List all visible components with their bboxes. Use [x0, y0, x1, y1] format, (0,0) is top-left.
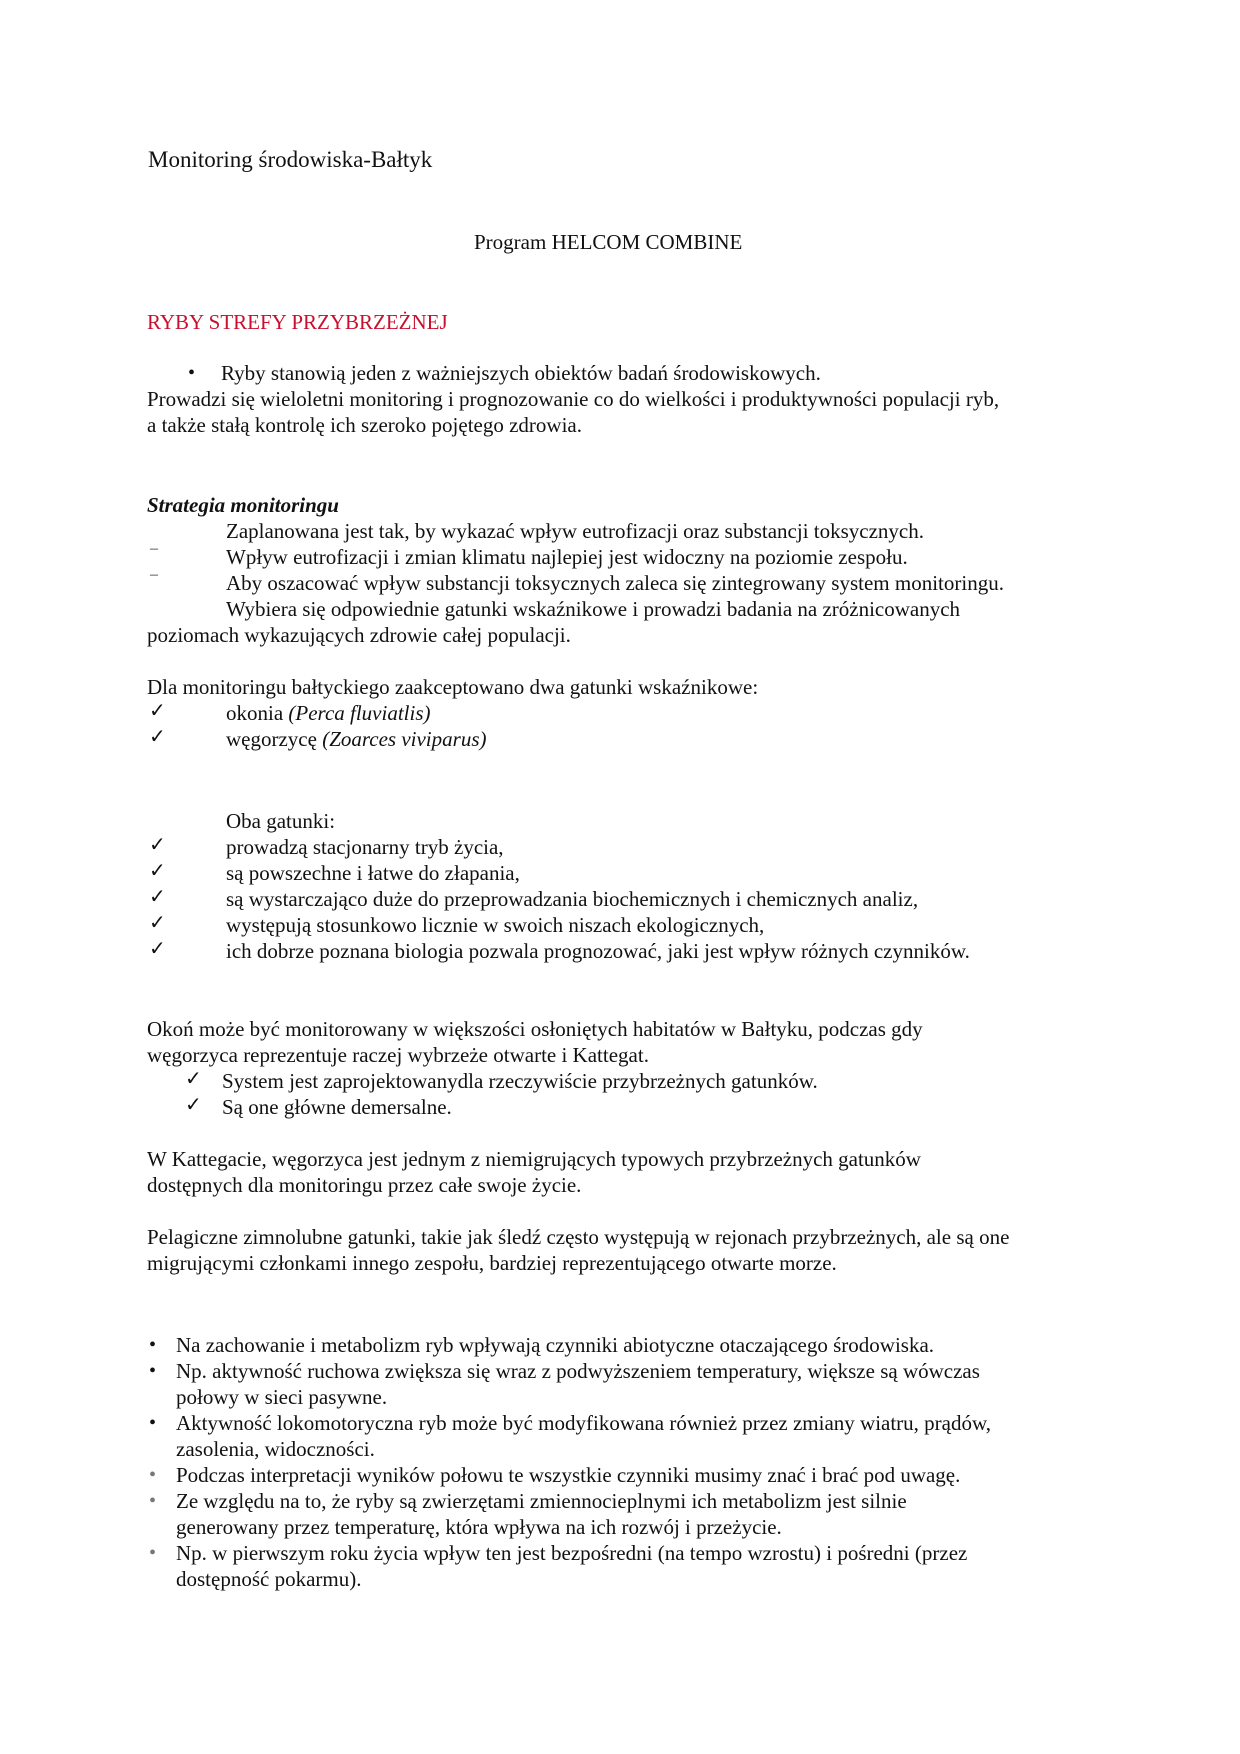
- pelagic-line-1: Pelagiczne zimnolubne gatunki, takie jak śledź często występują w rejonach przybrzeżnych, ale są one: [147, 1225, 1010, 1249]
- bullet-icon: •: [149, 1490, 157, 1512]
- okon-check-item: System jest zaprojektowanydla rzeczywiście przybrzeżnych gatunków.: [222, 1069, 818, 1093]
- okon-check-item: Są one główne demersalne.: [222, 1095, 452, 1119]
- checkmark-icon: ✓: [149, 700, 166, 722]
- both-species-label: Oba gatunki:: [226, 809, 336, 833]
- both-species-item: są powszechne i łatwe do złapania,: [226, 861, 520, 885]
- okon-line-2: węgorzyca reprezentuje raczej wybrzeże otwarte i Kattegat.: [147, 1043, 649, 1067]
- species-latin: (Perca fluviatlis): [288, 701, 431, 725]
- checkmark-icon: ✓: [149, 834, 166, 856]
- kattegat-line-1: W Kattegacie, węgorzyca jest jednym z niemigrujących typowych przybrzeżnych gatunków: [147, 1147, 921, 1171]
- checkmark-icon: ✓: [149, 912, 166, 934]
- checkmark-icon: ✓: [149, 938, 166, 960]
- factor-item-cont: generowany przez temperaturę, która wpływa na ich rozwój i przeżycie.: [176, 1515, 782, 1539]
- document-subtitle: Program HELCOM COMBINE: [474, 230, 743, 254]
- both-species-item: występują stosunkowo licznie w swoich niszach ekologicznych,: [226, 913, 765, 937]
- both-species-item: prowadzą stacjonarny tryb życia,: [226, 835, 504, 859]
- factor-item-cont: zasolenia, widoczności.: [176, 1437, 375, 1461]
- bullet-icon: •: [149, 1334, 157, 1356]
- dash-icon: –: [150, 566, 158, 583]
- factor-item: Np. w pierwszym roku życia wpływ ten jest bezpośredni (na tempo wzrostu) i pośredni (przez: [176, 1541, 968, 1565]
- species-item: [226, 700, 431, 726]
- factor-item-cont: dostępność pokarmu).: [176, 1567, 362, 1591]
- section-heading: RYBY STREFY PRZYBRZEŻNEJ: [147, 310, 448, 334]
- factor-item: Np. aktywność ruchowa zwiększa się wraz z podwyższeniem temperatury, większe są wówczas: [176, 1359, 980, 1383]
- factor-item: Na zachowanie i metabolizm ryb wpływają czynniki abiotyczne otaczającego środowiska.: [176, 1333, 935, 1357]
- strategy-item: Wybiera się odpowiednie gatunki wskaźnikowe i prowadzi badania na zróżnicowanych: [226, 597, 961, 621]
- species-name: okonia: [226, 701, 289, 725]
- checkmark-icon: ✓: [185, 1068, 202, 1090]
- bullet-icon: •: [149, 1360, 157, 1382]
- factor-item: Ze względu na to, że ryby są zwierzętami zmiennocieplnymi ich metabolizm jest silnie: [176, 1489, 907, 1513]
- factor-item-cont: połowy w sieci pasywne.: [176, 1385, 388, 1409]
- intro-line-2: a także stałą kontrolę ich szeroko pojętego zdrowia.: [147, 413, 582, 437]
- both-species-item: są wystarczająco duże do przeprowadzania biochemicznych i chemicznych analiz,: [226, 887, 919, 911]
- strategy-continuation: poziomach wykazujących zdrowie całej populacji.: [147, 623, 571, 647]
- pelagic-line-2: migrującymi członkami innego zespołu, bardziej reprezentującego otwarte morze.: [147, 1251, 837, 1275]
- both-species-item: ich dobrze poznana biologia pozwala prognozować, jaki jest wpływ różnych czynników.: [226, 939, 970, 963]
- checkmark-icon: ✓: [149, 860, 166, 882]
- bullet-icon: •: [149, 1464, 157, 1486]
- bullet-icon: •: [149, 1412, 157, 1434]
- bullet-icon: •: [149, 1542, 157, 1564]
- species-latin: (Zoarces viviparus): [322, 727, 487, 751]
- strategy-item: Wpływ eutrofizacji i zmian klimatu najlepiej jest widoczny na poziomie zespołu.: [226, 545, 908, 569]
- factor-item: Aktywność lokomotoryczna ryb może być modyfikowana również przez zmiany wiatru, prądów,: [176, 1411, 992, 1435]
- bullet-icon: •: [188, 362, 196, 384]
- species-intro: Dla monitoringu bałtyckiego zaakceptowano dwa gatunki wskaźnikowe:: [147, 675, 759, 699]
- checkmark-icon: ✓: [149, 726, 166, 748]
- intro-bullet: Ryby stanowią jeden z ważniejszych obiektów badań środowiskowych.: [221, 361, 821, 385]
- checkmark-icon: ✓: [149, 886, 166, 908]
- checkmark-icon: ✓: [185, 1094, 202, 1116]
- strategy-item: Aby oszacować wpływ substancji toksycznych zaleca się zintegrowany system monitoringu.: [226, 571, 1004, 595]
- factor-item: Podczas interpretacji wyników połowu te wszystkie czynniki musimy znać i brać pod uwagę.: [176, 1463, 961, 1487]
- kattegat-line-2: dostępnych dla monitoringu przez całe swoje życie.: [147, 1173, 582, 1197]
- okon-line-1: Okoń może być monitorowany w większości osłoniętych habitatów w Bałtyku, podczas gdy: [147, 1017, 923, 1041]
- document-title: Monitoring środowiska-Bałtyk: [148, 147, 433, 172]
- strategy-heading: Strategia monitoringu: [147, 493, 339, 517]
- species-name: węgorzycę: [226, 727, 323, 751]
- strategy-item: Zaplanowana jest tak, by wykazać wpływ eutrofizacji oraz substancji toksycznych.: [226, 519, 924, 543]
- intro-line-1: Prowadzi się wieloletni monitoring i prognozowanie co do wielkości i produktywności populacji ryb,: [147, 387, 1000, 411]
- species-item: [226, 726, 486, 752]
- dash-icon: –: [150, 540, 158, 557]
